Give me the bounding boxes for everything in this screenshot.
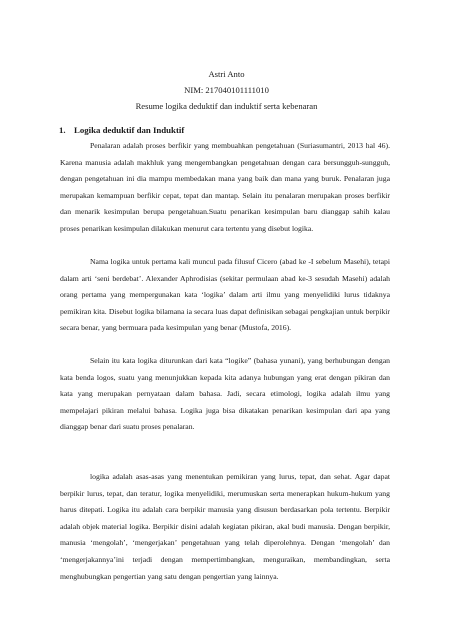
- section-heading: [59, 125, 184, 135]
- section-number: 1.: [59, 125, 66, 135]
- section-title: Logika deduktif dan Induktif: [74, 125, 185, 135]
- resume-title: Resume logika deduktif dan induktif serta kebenaran: [135, 101, 318, 111]
- paragraph-3: [60, 353, 390, 436]
- paragraph-text: Nama logika untuk pertama kali muncul pada filusuf Cicero (abad ke -I sebelum Masehi), tetapi dalam arti ‘seni berdebat’. Alexander Aphrodisias (sekitar permulaan abad ke-3 sesudah Masehi) adalah orang pertama yang mempergunakan kata ‘logika’ dalam arti ilmu yang menyelidiki lurus tidaknya pemikiran kita. Disebut logika bilamana ia secara luas dapat definisikan sebagai pengkajian untuk berpikir secara benar, yang bermuara pada kesimpulan yang benar (Mustofa, 2016).: [60, 257, 390, 333]
- paragraph-2: [60, 254, 390, 337]
- paragraph-text: Selain itu kata logika diturunkan dari kata “logike” (bahasa yunani), yang berhubungan dengan kata benda logos, suatu yang menunjukkan kepada kita adanya hubungan yang erat dengan pikiran dan kata yang merupakan pernyataan dalam bahasa. Jadi, secara etimologi, logika adalah ilmu yang mempelajari pikiran melalui bahasa. Logika juga bisa dikatakan penarikan kesimpulan dari apa yang dianggap benar dari suatu proses penalaran.: [60, 356, 390, 432]
- student-id: NIM: 217040101111010: [184, 85, 269, 95]
- author-name: Astri Anto: [208, 69, 245, 79]
- paragraph-text: logika adalah asas-asas yang menentukan pemikiran yang lurus, tepat, dan sehat. Agar dapat berpikir lurus, tepat, dan teratur, logika menyelidiki, merumuskan serta menerapkan hukum-hukum yang harus ditepati. Logika itu adalah cara berpikir manusia yang disusun berdasarkan pola tertentu. Berpikir adalah objek material logika. Berpikir disini adalah kegiatan pikiran, akal budi manusia. Dengan berpikir, manusia ‘mengolah’, ‘mengerjakan’ pengetahuan yang telah diperolehnya. Dengan ‘mengolah’ dan ‘mengerjakannya’ini terjadi dengan mempertimbangkan, menguraikan, membandingkan, serta menghubungkan pengertian yang satu dengan pengertian yang lainnya.: [60, 472, 390, 581]
- paragraph-4: [60, 469, 390, 585]
- paragraph-text: Penalaran adalah proses berfikir yang membuahkan pengetahuan (Suriasumantri, 2013 hal 46). Karena manusia adalah makhluk yang mengembangkan pengetahuan dengan cara bersungguh-sungguh, dengan pengetahuan ini dia mampu membedakan mana yang baik dan mana yang buruk. Penalaran juga merupakan kemampuan berfikir cepat, tepat dan mantap. Selain itu penalaran merupakan proses berfikir dan menarik kesimpulan berupa pengetahuan.Suatu penarikan kesimpulan baru dianggap sahih kalau proses penarikan kesimpulan dilakukan menurut cara tertentu yang disebut logika.: [60, 141, 390, 233]
- paragraph-1: [60, 138, 390, 238]
